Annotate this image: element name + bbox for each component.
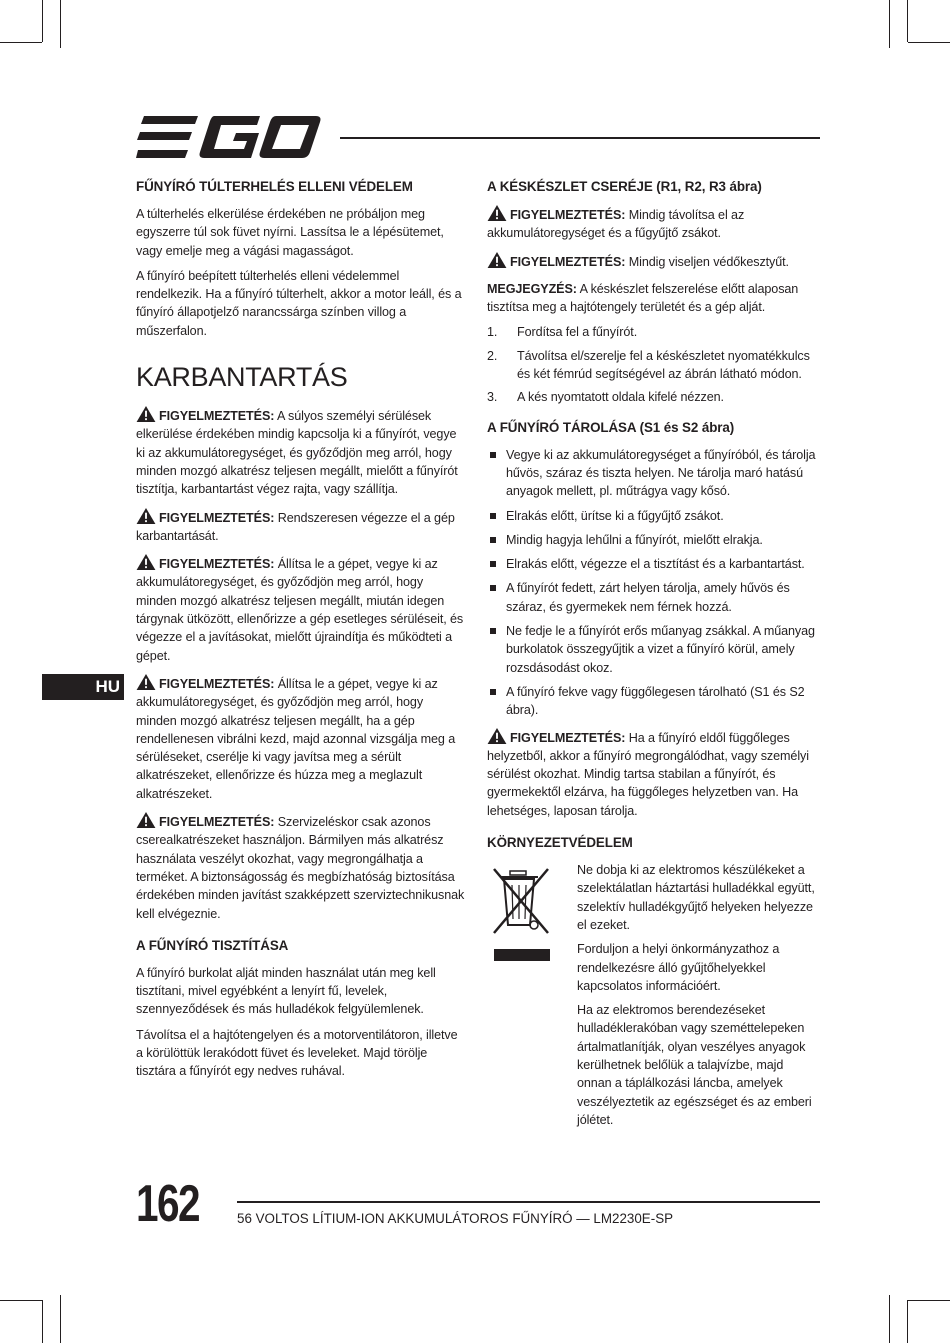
warning-text: Állítsa le a gépet, vegye ki az akkumulátoregységet, és győződjön meg arról, hogy minden mozgó alkatrész teljesen megállt, ha a gép rendellenesen vibrálni kezd, majd azonnal vizsgálja meg a sérüléseket, cserélje ki vagy javítsa meg a sérült alkatrészeket, ellenőrizze és húzza meg a meglazult alkatrészeket. — [136, 676, 456, 801]
cleaning-heading: A FŰNYÍRÓ TISZTÍTÁSA — [136, 937, 289, 953]
warning-text: Rendszeresen végezze el a gép karbantartását. — [136, 510, 455, 543]
list-item — [487, 622, 817, 677]
crop-mark — [0, 1300, 42, 1301]
warning-label: FIGYELMEZTETÉS: — [159, 510, 275, 525]
warning-label: FIGYELMEZTETÉS: — [159, 409, 275, 424]
list-item-text: A fűnyírót fedett, zárt helyen tárolja, amely hűvös és száraz, és gyermekek nem férnek hozzá. — [506, 581, 790, 614]
bullet-square-icon — [490, 513, 496, 519]
crop-mark — [42, 0, 43, 42]
crop-mark — [60, 1295, 61, 1343]
environment-paragraph-3: Ha az elektromos berendezéseket hulladéklerakóban vagy szeméttelepeken ártalmatlanítják, olyan veszélyes anyagok kerülhetnek belőlük a talajvízbe, majd onnan a táplálkozási láncba, amelyek veszélyeztetik az egészséget és az emberi jólétet. — [577, 1003, 812, 1127]
warning-triangle-icon — [136, 406, 156, 422]
maintenance-warning-4 — [136, 674, 466, 803]
warning-text: Mindig távolítsa el az akkumulátoregységet és a fűgyűjtő zsákot. — [487, 208, 745, 241]
list-item-text: Ne fedje le a fűnyírót erős műanyag zsákkal. A műanyag burkolatok összegyűjtik a vizet a fűnyíró körül, amely rozsdásodást okoz. — [506, 624, 815, 675]
cleaning-paragraph-1: A fűnyíró burkolat alját minden használat után meg kell tisztítani, mivel egyébként a lenyírt fű, levelek, szennyeződések és más hulladékok felgyülemlenek. — [136, 965, 436, 1017]
overload-paragraph-2: A fűnyíró beépített túlterhelés elleni védelemmel rendelkezik. Ha a fűnyíró túlterhelt, akkor a motor leáll, és a fűnyíró állapotjelző narancssárga színben villog a műszerfalon. — [136, 268, 462, 338]
environment-section — [487, 861, 817, 1129]
crop-mark — [0, 42, 42, 43]
list-item-text: Elrakás előtt, ürítse ki a fűgyűjtő zsákot. — [506, 508, 724, 523]
warning-triangle-icon — [487, 205, 507, 221]
maintenance-warning-3 — [136, 554, 466, 665]
bullet-square-icon — [490, 452, 496, 458]
right-column — [487, 178, 817, 1135]
cleaning-paragraph-2: Távolítsa el a hajtótengelyen és a motorventilátoron, illetve a körülöttük lerakódott füvet és leveleket. Majd törölje tisztára a fűnyírót egy nedves ruhával. — [136, 1027, 458, 1079]
step-text: Távolítsa el/szerelje fel a késkészletet nyomatékkulcs és két fémrúd segítségével az ábrán látható módon. — [517, 348, 810, 382]
bullet-square-icon — [490, 537, 496, 543]
list-item — [487, 531, 817, 549]
environment-paragraph-2: Forduljon a helyi önkormányzathoz a rendelkezésre álló gyűjtőhelyekkel kapcsolatos információért. — [577, 942, 780, 993]
warning-triangle-icon — [136, 674, 156, 690]
crop-mark — [908, 1300, 950, 1301]
blade-steps — [487, 323, 817, 406]
list-item — [487, 683, 817, 720]
warning-triangle-icon — [136, 812, 156, 828]
storage-warning — [487, 728, 817, 820]
step-text: A kés nyomtatott oldala kifelé nézzen. — [517, 390, 724, 405]
maintenance-warning-5 — [136, 812, 466, 923]
crop-mark — [60, 0, 61, 48]
storage-heading: A FŰNYÍRÓ TÁROLÁSA (S1 és S2 ábra) — [487, 419, 735, 435]
list-item — [487, 388, 817, 406]
warning-label: FIGYELMEZTETÉS: — [159, 676, 275, 691]
list-item-text: Elrakás előtt, végezze el a tisztítást és a karbantartást. — [506, 557, 805, 572]
blade-note — [487, 280, 817, 317]
note-text: A késkészlet felszerelése előtt alaposan tisztítsa meg a hajtótengely területét és a gép alját. — [487, 281, 799, 315]
crop-mark — [889, 1295, 890, 1343]
blade-heading: A KÉSKÉSZLET CSERÉJE (R1, R2, R3 ábra) — [487, 179, 762, 194]
list-item-text: Vegye ki az akkumulátoregységet a fűnyíróból, és tárolja hűvös, száraz és tiszta helyen. Ne tárolja maró hatású anyagok mellett, pl. műtrágya vagy kősó. — [506, 447, 816, 499]
header-rule — [340, 137, 820, 139]
note-label: MEGJEGYZÉS: — [487, 281, 577, 296]
environment-heading: KÖRNYEZETVÉDELEM — [487, 835, 633, 851]
maintenance-warning-1 — [136, 406, 466, 498]
overload-heading: FŰNYÍRÓ TÚLTERHELÉS ELLENI VÉDELEM — [136, 179, 413, 194]
step-number: 1. — [487, 325, 498, 340]
warning-triangle-icon — [487, 728, 507, 744]
list-item — [487, 507, 817, 525]
list-item — [487, 555, 817, 573]
step-number: 3. — [487, 390, 498, 405]
step-number: 2. — [487, 348, 498, 363]
maintenance-heading: KARBANTARTÁS — [136, 362, 348, 393]
crop-mark — [907, 1300, 908, 1343]
list-item — [487, 446, 817, 501]
list-item-text: A fűnyíró fekve vagy függőlegesen tárolható (S1 és S2 ábra). — [506, 684, 805, 718]
warning-label: FIGYELMEZTETÉS: — [159, 815, 275, 830]
environment-paragraph-1: Ne dobja ki az elektromos készülékeket a szelektálatlan háztartási hulladékkal együtt, szelektív hulladékgyűjtő helyeken helyezze el ezeket. — [577, 863, 815, 932]
list-item — [487, 323, 817, 341]
blade-warning-1 — [487, 205, 817, 243]
warning-triangle-icon — [487, 252, 507, 268]
bullet-square-icon — [490, 689, 496, 695]
warning-text: Ha a fűnyíró eldől függőleges helyzetből, akkor a fűnyíró megrongálódhat, vagy személyi sérülést okozhat. Mindig tartsa stabilan a fűnyírót, és gyermekektől elzárva, ha függőleges helyzetben van. Ha lehetséges, laposan tárolja. — [487, 730, 809, 818]
bullet-square-icon — [490, 561, 496, 567]
warning-text: A súlyos személyi sérülések elkerülése érdekében mindig kapcsolja ki a fűnyírót, vegye ki az akkumulátoregységet, és győződjön meg arról, hogy minden mozgó alkatrész teljesen megállt, mielőtt a fűnyírót tisztítja, karbantartást végez rajta, vagy szállítja. — [136, 409, 458, 497]
footer-title: 56 VOLTOS LÍTIUM-ION AKKUMULÁTOROS FŰNYÍRÓ — LM2230E-SP — [237, 1211, 674, 1226]
page-number: 162 — [136, 1175, 199, 1233]
crop-mark — [907, 0, 908, 42]
warning-text: Szervizeléskor csak azonos cserealkatrészeket használjon. Bármilyen más alkatrész használata veszélyt okozhat, vagy megrongálhatja a terméket. A biztonságosság és megbízhatóság biztosítása érdekében minden javítást szakképzett szerviztechnikusnak kell elvégeznie. — [136, 815, 465, 921]
list-item-text: Mindig hagyja lehűlni a fűnyírót, mielőtt elrakja. — [506, 532, 763, 547]
warning-label: FIGYELMEZTETÉS: — [510, 730, 626, 745]
bullet-square-icon — [490, 628, 496, 634]
crop-mark — [42, 1300, 43, 1343]
storage-list — [487, 446, 817, 720]
warning-label: FIGYELMEZTETÉS: — [159, 557, 275, 572]
overload-paragraph-1: A túlterhelés elkerülése érdekében ne próbáljon meg egyszerre túl sok füvet nyírni. Lassítsa le a lépésütemet, vagy emelje meg a vágási magasságot. — [136, 207, 444, 258]
step-text: Fordítsa fel a fűnyírót. — [517, 325, 638, 340]
maintenance-warning-2 — [136, 508, 466, 546]
warning-triangle-icon — [136, 508, 156, 524]
crop-mark — [889, 0, 890, 48]
crossed-out-bin-icon — [492, 863, 552, 963]
warning-text: Állítsa le a gépet, vegye ki az akkumulátoregységet, és győződjön meg arról, hogy minden mozgó alkatrész teljesen megállt, miután idegen tárgynak ütközött, ellenőrizze a gép esetleges sérüléseit, és végezze el a javításokat, mielőtt újraindítja és működteti a gépet. — [136, 557, 464, 663]
warning-label: FIGYELMEZTETÉS: — [510, 254, 626, 269]
crop-mark — [908, 42, 950, 43]
bullet-square-icon — [490, 585, 496, 591]
left-column — [136, 178, 466, 1088]
warning-triangle-icon — [136, 554, 156, 570]
list-item — [487, 347, 817, 384]
ego-logo — [136, 116, 321, 158]
list-item — [487, 579, 817, 616]
footer-rule — [237, 1201, 820, 1203]
blade-warning-2 — [487, 252, 817, 271]
warning-label: FIGYELMEZTETÉS: — [510, 208, 626, 222]
warning-text: Mindig viseljen védőkesztyűt. — [625, 254, 789, 269]
language-tab: HU — [42, 674, 124, 700]
